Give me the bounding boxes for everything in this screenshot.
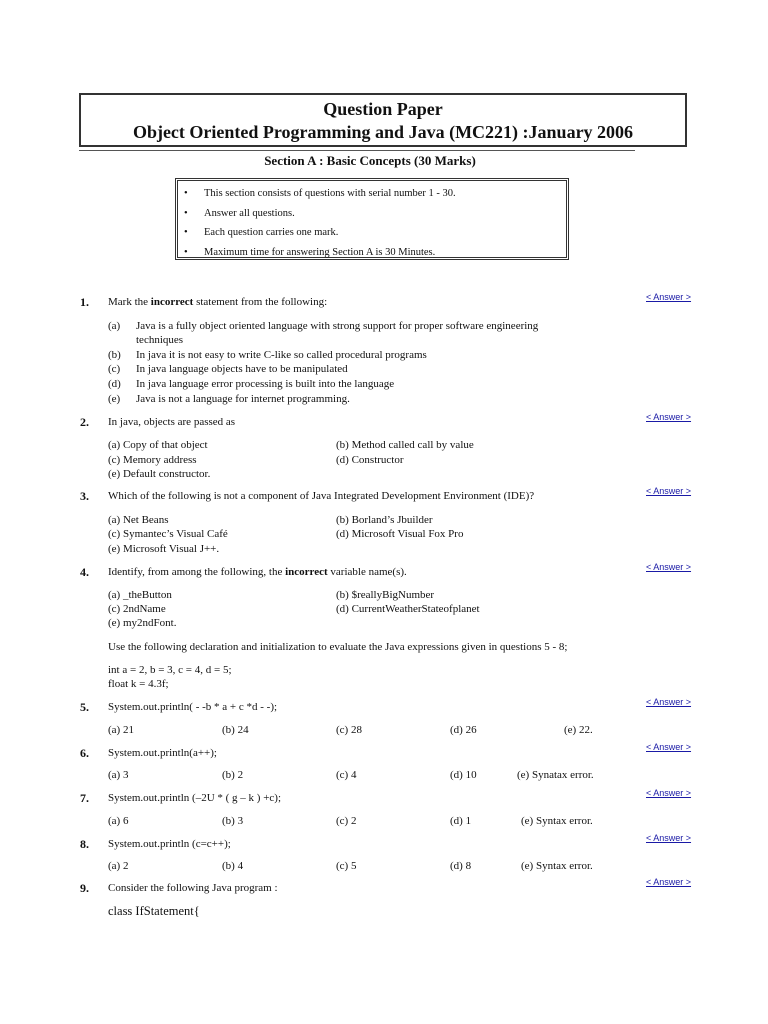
option-text: Java is a fully object oriented language with strong support for proper software engineering bbox=[136, 320, 539, 332]
option: (b) 24 bbox=[222, 724, 249, 736]
option: (b) Borland’s Jbuilder bbox=[336, 514, 433, 526]
option-text: In java language error processing is built into the language bbox=[136, 378, 395, 390]
option: (e) 22. bbox=[564, 724, 593, 736]
option: (c) Symantec’s Visual Café bbox=[108, 528, 228, 540]
bullet-icon: • bbox=[184, 207, 188, 219]
option: (a) Copy of that object bbox=[108, 439, 208, 451]
answer-link[interactable]: < Answer > bbox=[646, 742, 692, 752]
option: (a) Net Beans bbox=[108, 514, 169, 526]
question-text: Mark the incorrect statement from the following: bbox=[108, 296, 328, 308]
code-line: class IfStatement{ bbox=[108, 904, 200, 918]
question-number: 1. bbox=[80, 295, 89, 309]
question-number: 7. bbox=[80, 791, 89, 805]
answer-link[interactable]: < Answer > bbox=[646, 877, 692, 887]
question-text: Which of the following is not a component of Java Integrated Development Environment (IDE)? bbox=[108, 490, 535, 502]
option: (e) my2ndFont. bbox=[108, 617, 177, 629]
option: (e) Default constructor. bbox=[108, 468, 211, 480]
question-text: Identify, from among the following, the incorrect variable name(s). bbox=[108, 566, 407, 578]
question-number: 4. bbox=[80, 565, 89, 579]
option-label: (c) bbox=[108, 363, 121, 375]
option: (c) 2ndName bbox=[108, 603, 166, 615]
option: (d) 1 bbox=[450, 815, 472, 827]
section-divider bbox=[79, 150, 635, 151]
option: (c) 28 bbox=[336, 724, 362, 736]
option: (d) Microsoft Visual Fox Pro bbox=[336, 528, 464, 540]
option-text: In java it is not easy to write C-like so called procedural programs bbox=[136, 349, 427, 361]
option: (e) Microsoft Visual J++. bbox=[108, 543, 220, 555]
instruction-item: • Answer all questions. bbox=[182, 204, 562, 224]
option: (b) 4 bbox=[222, 860, 244, 872]
bullet-icon: • bbox=[184, 227, 188, 238]
option: (a) 6 bbox=[108, 815, 129, 827]
bullet-icon: • bbox=[184, 188, 188, 199]
paper-subject: Object Oriented Programming and Java (MC221) :January 2006 bbox=[132, 122, 634, 142]
option-text: Java is not a language for internet programming. bbox=[136, 393, 350, 405]
option: (b) Method called call by value bbox=[336, 439, 474, 451]
option: (d) 26 bbox=[450, 724, 477, 736]
question-text: System.out.println (–2U * ( g – k ) +c); bbox=[108, 792, 282, 804]
option: (a) 3 bbox=[108, 769, 129, 781]
option-label: (b) bbox=[108, 349, 121, 361]
option: (d) 8 bbox=[450, 860, 472, 872]
answer-link[interactable]: < Answer > bbox=[646, 562, 692, 572]
question-number: 3. bbox=[80, 489, 89, 503]
question-number: 5. bbox=[80, 700, 89, 714]
title-box bbox=[79, 93, 687, 147]
option-label: (d) bbox=[108, 378, 121, 390]
bullet-icon: • bbox=[184, 246, 188, 258]
section-title: Section A : Basic Concepts (30 Marks) bbox=[264, 153, 476, 168]
option: (c) Memory address bbox=[108, 454, 197, 466]
answer-link[interactable]: < Answer > bbox=[646, 833, 692, 843]
option: (c) 5 bbox=[336, 860, 357, 872]
paper-heading: Question Paper bbox=[323, 99, 443, 119]
option-label: (a) bbox=[108, 320, 121, 332]
question-number: 6. bbox=[80, 746, 89, 760]
code-line: int a = 2, b = 3, c = 4, d = 5; bbox=[108, 664, 232, 676]
question-text: Consider the following Java program : bbox=[108, 882, 278, 894]
option: (b) $reallyBigNumber bbox=[336, 589, 435, 601]
question-text: System.out.println( - -b * a + c *d - -); bbox=[108, 701, 278, 713]
question-text: System.out.println (c=c++); bbox=[108, 838, 231, 850]
option: (b) 3 bbox=[222, 815, 244, 827]
option-text: techniques bbox=[136, 334, 184, 346]
question-number: 8. bbox=[80, 837, 89, 851]
option: (d) 10 bbox=[450, 769, 477, 781]
option-text: In java language objects have to be manipulated bbox=[136, 363, 348, 375]
instruction-text: Use the following declaration and initialization to evaluate the Java expressions given in questions 5 - 8; bbox=[108, 641, 568, 653]
option: (c) 4 bbox=[336, 769, 357, 781]
question-number: 2. bbox=[80, 415, 89, 429]
answer-link[interactable]: < Answer > bbox=[646, 697, 692, 707]
code-line: float k = 4.3f; bbox=[108, 678, 169, 690]
option-label: (e) bbox=[108, 393, 121, 405]
question-text: System.out.println(a++); bbox=[108, 747, 217, 759]
answer-link[interactable]: < Answer > bbox=[646, 292, 692, 302]
option: (a) 2 bbox=[108, 860, 129, 872]
answer-link[interactable]: < Answer > bbox=[646, 412, 692, 422]
instructions-box bbox=[175, 178, 569, 260]
instruction-item: • This section consists of questions with serial number 1 - 30. bbox=[182, 184, 562, 204]
option: (b) 2 bbox=[222, 769, 244, 781]
option: (a) _theButton bbox=[108, 589, 172, 601]
instruction-item: • Maximum time for answering Section A is 30 Minutes. bbox=[182, 243, 562, 263]
option: (e) Syntax error. bbox=[521, 815, 593, 827]
answer-link[interactable]: < Answer > bbox=[646, 788, 692, 798]
option: (e) Syntax error. bbox=[521, 860, 593, 872]
answer-link[interactable]: < Answer > bbox=[646, 486, 692, 496]
question-text: In java, objects are passed as bbox=[108, 416, 236, 428]
option: (a) 21 bbox=[108, 724, 134, 736]
option: (e) Synatax error. bbox=[517, 769, 594, 781]
option: (d) Constructor bbox=[336, 454, 404, 466]
question-number: 9. bbox=[80, 881, 89, 895]
instruction-item: • Each question carries one mark. bbox=[182, 223, 562, 243]
option: (d) CurrentWeatherStateofplanet bbox=[336, 603, 480, 615]
option: (c) 2 bbox=[336, 815, 357, 827]
